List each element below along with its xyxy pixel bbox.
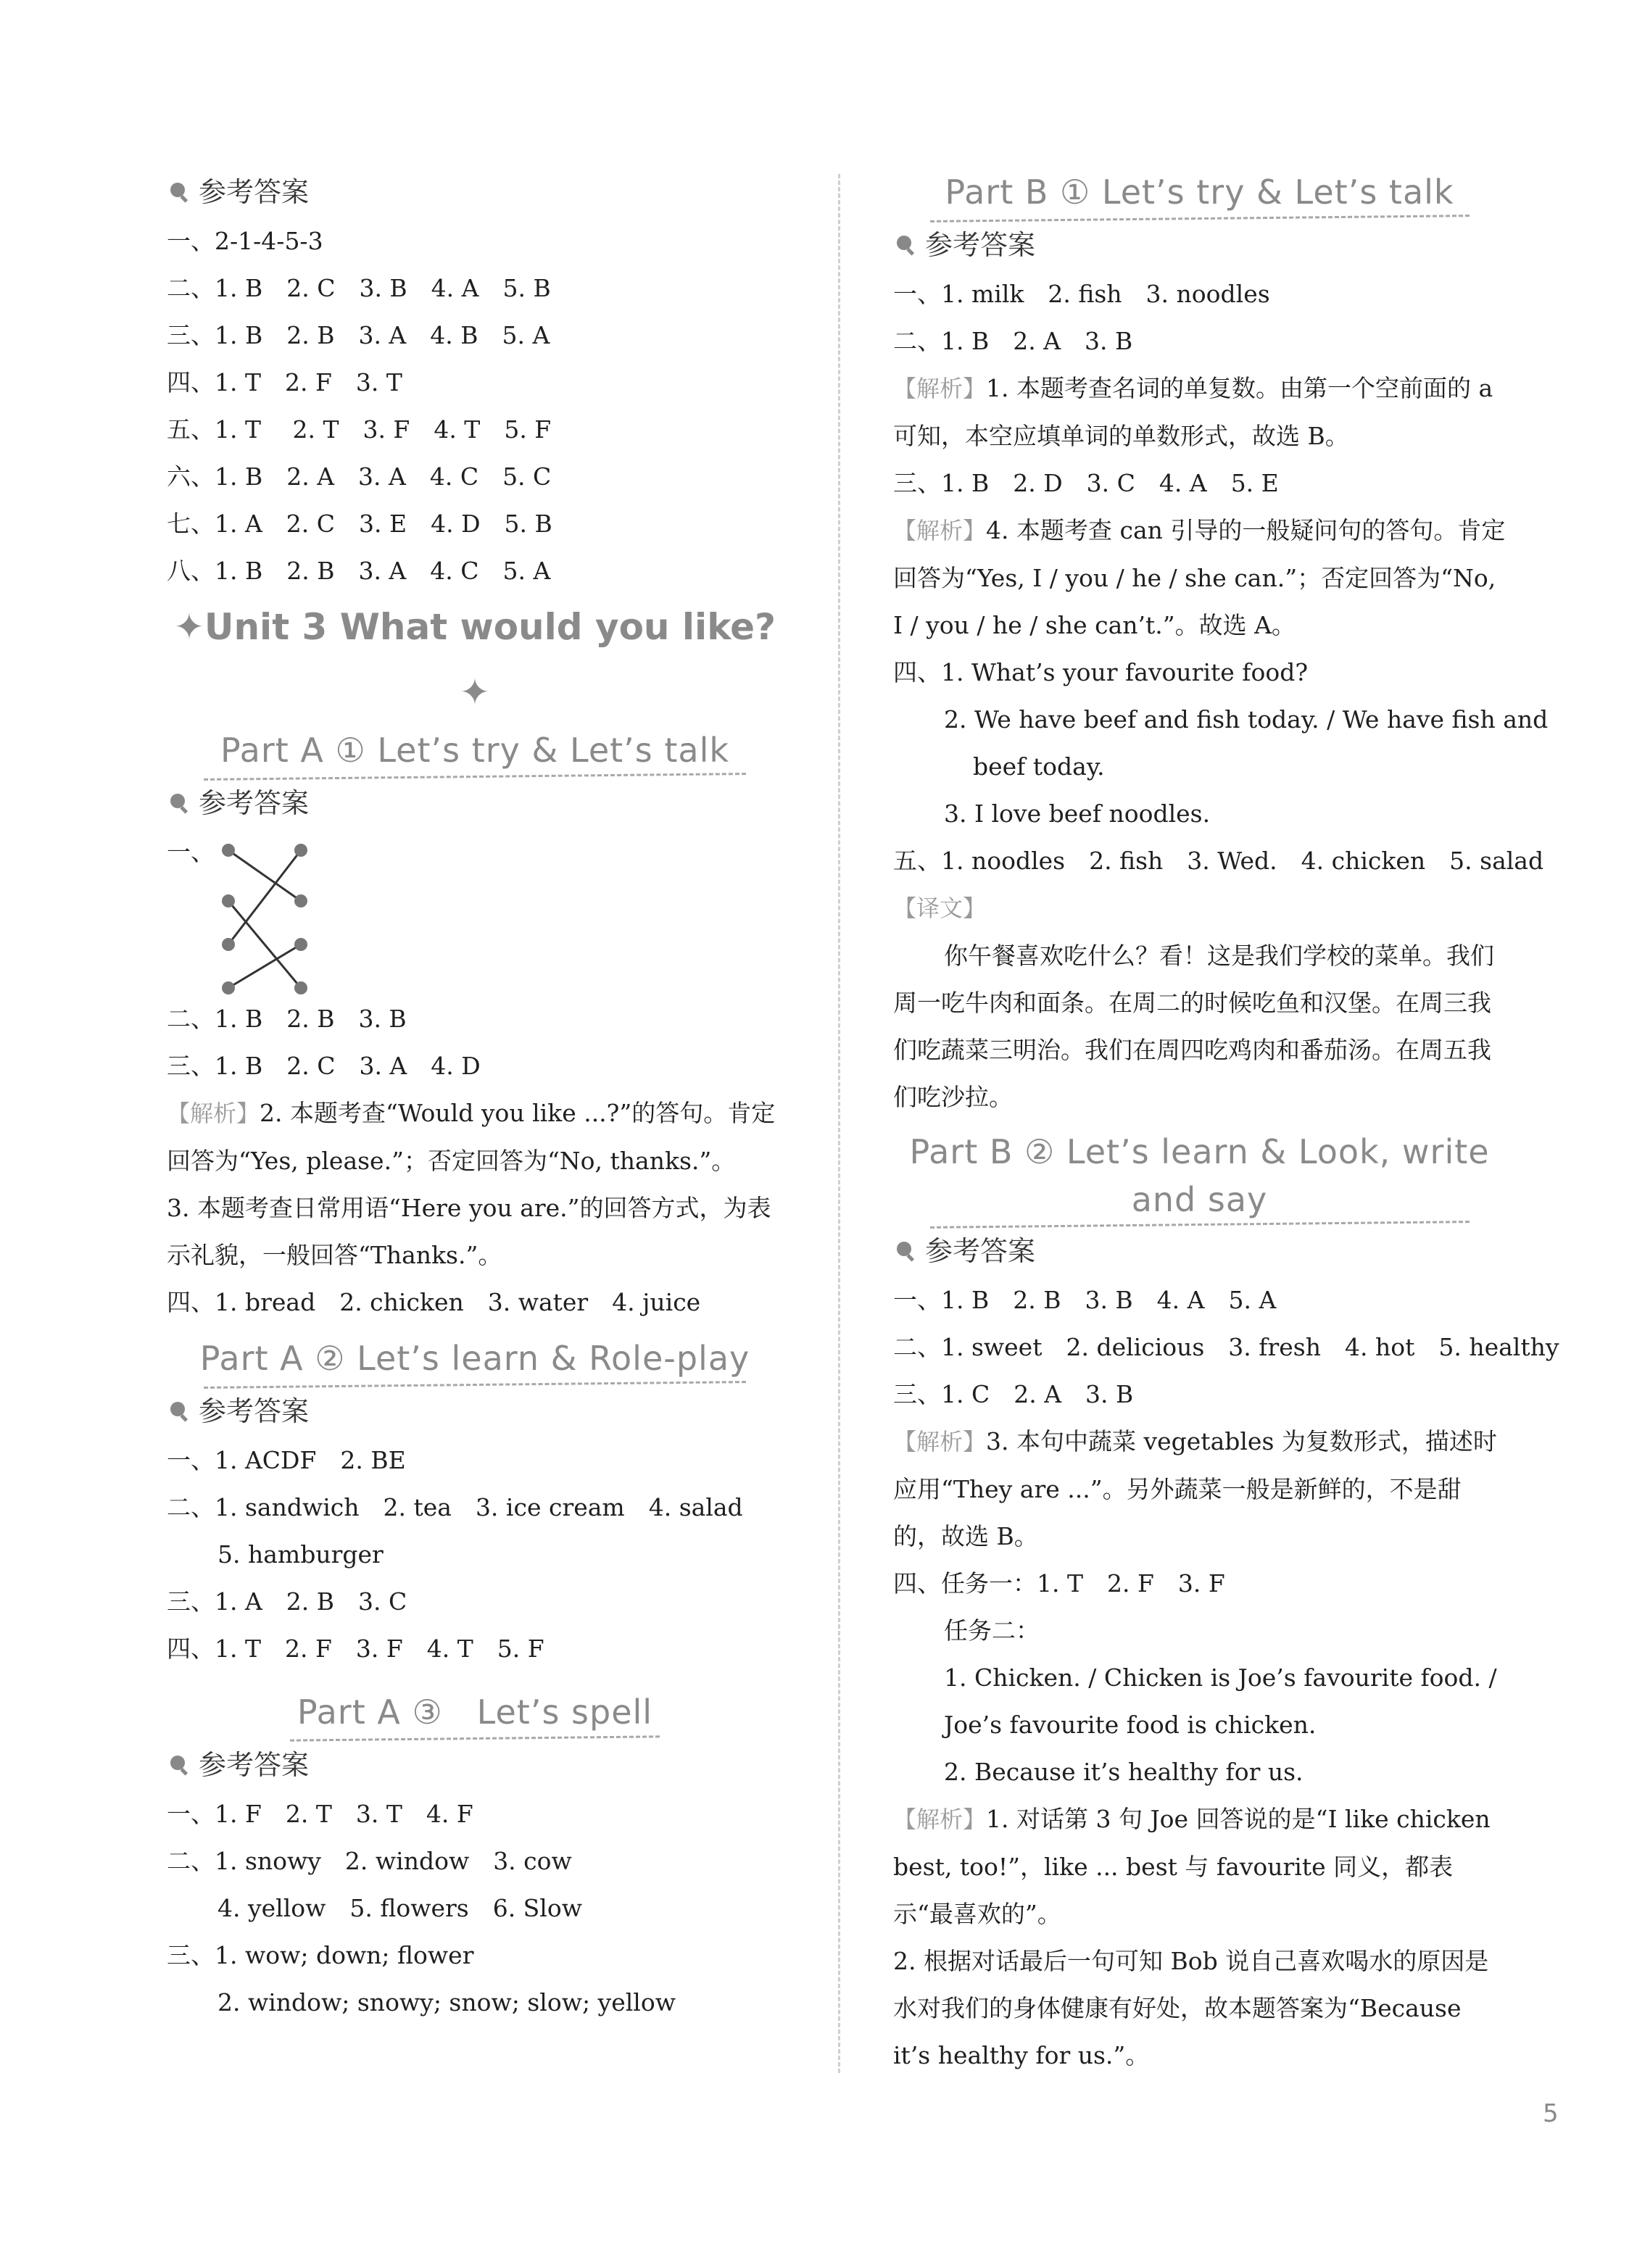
answer-line: 一、1. ACDF 2. BE (167, 1446, 406, 1474)
answer-line: 一、1. F 2. T 3. T 4. F (167, 1800, 473, 1828)
analysis-text: 【解析】1. 本题考查名词的单复数。由第一个空前面的 a 可知，本空应填单词的单数形式，故选 B。 (893, 374, 1493, 450)
analysis-text: 【解析】1. 对话第 3 句 Joe 回答说的是“I like chicken best, too!”，like ... best 与 favourite 同义，都表示“最喜欢的”。 (893, 1805, 1491, 1928)
answer-line: 三、1. B 2. D 3. C 4. A 5. E (893, 469, 1279, 497)
answer-heading: 参考答案 (167, 778, 783, 828)
answer-line: 一、2-1-4-5-3 (167, 227, 323, 255)
answer-line: 3. I love beef noodles. (944, 799, 1211, 828)
answer-line: 八、1. B 2. B 3. A 4. C 5. A (167, 557, 551, 585)
section-title: Part A ③ Let’s spell (167, 1687, 783, 1740)
answer-line: beef today. (973, 752, 1105, 781)
answer-line: 三、1. B 2. B 3. A 4. B 5. A (167, 321, 550, 349)
matching-lines-diagram (167, 828, 312, 995)
answer-line: 2. Because it’s healthy for us. (944, 1758, 1304, 1786)
answer-line: 三、1. A 2. B 3. C (167, 1587, 407, 1616)
answer-line: 二、1. snowy 2. window 3. cow (167, 1847, 572, 1875)
answer-line: 5. hamburger (217, 1540, 384, 1569)
answer-heading: 参考答案 (893, 1226, 1506, 1276)
magnifier-icon (893, 1238, 919, 1264)
section-title: Part A ① Let’s try & Let’s talk (167, 725, 783, 778)
question-number: 一、 (167, 838, 215, 866)
answer-heading: 参考答案 (167, 1740, 783, 1790)
translation-text: 你午餐喜欢吃什么？看！这是我们学校的菜单。我们周一吃牛肉和面条。在周二的时候吃鱼和汉堡。在周三我们吃蔬菜三明治。我们在周四吃鸡肉和番茄汤。在周五我们吃沙拉。 (893, 942, 1494, 1111)
answer-line: 三、1. wow; down; flower (167, 1941, 474, 1969)
answer-line: 四、任务一：1. T 2. F 3. F (893, 1569, 1225, 1598)
star-icon: ✦ (460, 671, 490, 713)
answer-line: 三、1. B 2. C 3. A 4. D (167, 1052, 481, 1080)
page-number: 5 (1543, 2099, 1559, 2128)
magnifier-icon (893, 232, 919, 258)
answer-line: 二、1. sandwich 2. tea 3. ice cream 4. salad (167, 1493, 743, 1521)
answer-line: 七、1. A 2. C 3. E 4. D 5. B (167, 510, 552, 538)
answer-line: 四、1. What’s your favourite food? (893, 658, 1309, 686)
answer-line: 二、1. B 2. A 3. B (893, 327, 1133, 355)
magnifier-icon (167, 1752, 193, 1778)
unit-title: ✦Unit 3 What would you like?✦ (173, 606, 776, 713)
answer-line: 四、1. T 2. F 3. F 4. T 5. F (167, 1634, 544, 1663)
magnifier-icon (167, 1398, 193, 1424)
answer-line: 一、1. milk 2. fish 3. noodles (893, 280, 1270, 308)
left-column (167, 167, 783, 2026)
answer-heading: 参考答案 (167, 167, 783, 217)
answer-line: 4. yellow 5. flowers 6. Slow (217, 1894, 582, 1922)
answer-line: 二、1. B 2. C 3. B 4. A 5. B (167, 274, 551, 302)
section-title: Part A ② Let’s learn & Role-play (167, 1333, 783, 1386)
answer-heading: 参考答案 (893, 220, 1506, 270)
answer-line: 2. window; snowy; snow; slow; yellow (217, 1988, 676, 2016)
translation-tag: 【译文】 (893, 894, 987, 922)
section-title: Part B ② Let’s learn & Look, write and say (893, 1128, 1506, 1226)
star-icon: ✦ (173, 606, 204, 648)
answer-line: 一、1. B 2. B 3. B 4. A 5. A (893, 1286, 1277, 1314)
analysis-text: 【解析】3. 本句中蔬菜 vegetables 为复数形式，描述时应用“They are ...”。另外蔬菜一般是新鲜的，不是甜的，故选 B。 (893, 1427, 1497, 1550)
matching-exercise (167, 828, 783, 995)
analysis-text: 3. 本题考查日常用语“Here you are.”的回答方式，为表示礼貌，一般回答“Thanks.”。 (167, 1194, 771, 1269)
answer-line: 五、1. noodles 2. fish 3. Wed. 4. chicken 5. salad (893, 847, 1544, 875)
answer-line: 2. We have beef and fish today. / We have fish and (944, 705, 1549, 734)
analysis-text: 【解析】4. 本题考查 can 引导的一般疑问句的答句。肯定回答为“Yes, I / you / he / she can.”；否定回答为“No, I / you / he / she can’t.”。故选 A。 (893, 516, 1506, 639)
right-column (893, 167, 1559, 2079)
answer-line: 二、1. B 2. B 3. B (167, 1005, 407, 1033)
analysis-text: 2. 根据对话最后一句可知 Bob 说自己喜欢喝水的原因是水对我们的身体健康有好处，故本题答案为“Because it’s healthy for us.”。 (893, 1947, 1489, 2069)
answer-line: 任务二： (944, 1616, 1040, 1645)
answer-line: 四、1. T 2. F 3. T (167, 368, 402, 396)
answer-line: 四、1. bread 2. chicken 3. water 4. juice (167, 1288, 701, 1316)
answer-line: 五、1. T 2. T 3. F 4. T 5. F (167, 415, 552, 444)
answer-heading: 参考答案 (167, 1386, 783, 1437)
answer-line: 二、1. sweet 2. delicious 3. fresh 4. hot 5. healthy (893, 1333, 1559, 1361)
answer-line: 三、1. C 2. A 3. B (893, 1380, 1134, 1408)
answer-line: 六、1. B 2. A 3. A 4. C 5. C (167, 462, 552, 491)
magnifier-icon (167, 179, 193, 205)
analysis-text: 【解析】2. 本题考查“Would you like ...?”的答句。肯定回答为“Yes, please.”；否定回答为“No, thanks.”。 (167, 1099, 776, 1175)
section-title: Part B ① Let’s try & Let’s talk (893, 167, 1506, 220)
column-divider (838, 174, 840, 2073)
answer-line: 1. Chicken. / Chicken is Joe’s favourite food. / Joe’s favourite food is chicken. (944, 1663, 1497, 1739)
magnifier-icon (167, 790, 193, 816)
answer-list (167, 217, 783, 594)
